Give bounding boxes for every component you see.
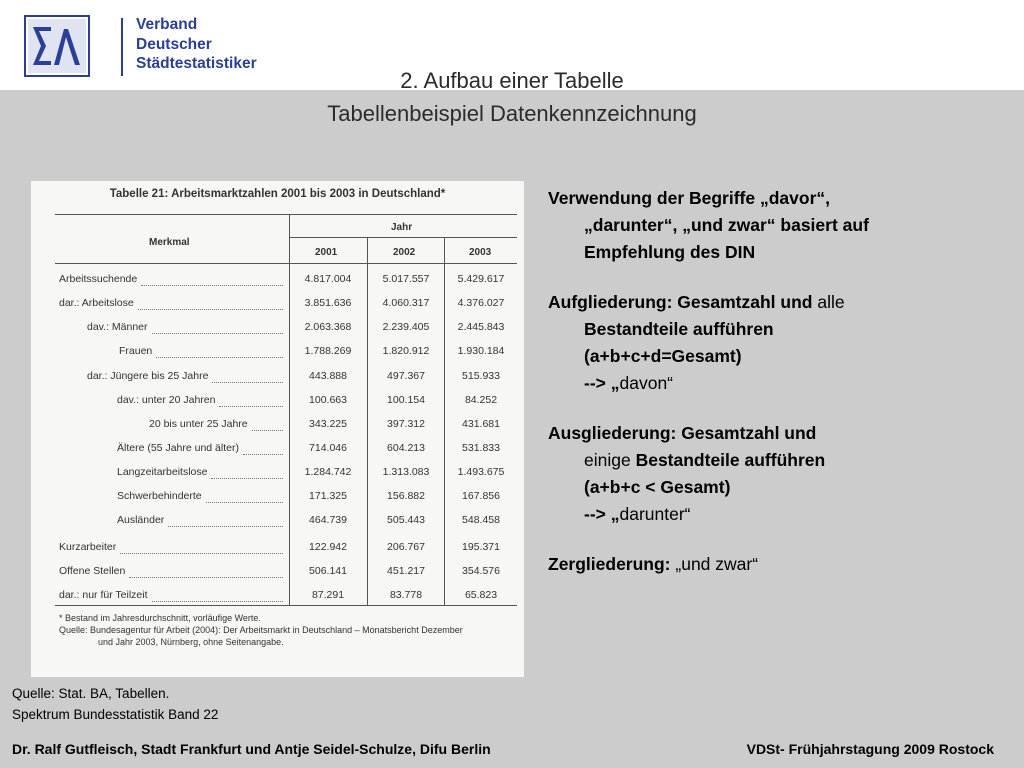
text-line — [548, 370, 988, 397]
table-rule — [55, 214, 517, 215]
cell-value: 443.888 — [309, 370, 347, 382]
cell-value: 1.493.675 — [457, 466, 505, 478]
footer-authors: Dr. Ralf Gutfleisch, Stadt Frankfurt und Antje Seidel-Schulze, Difu Berlin — [12, 741, 491, 757]
cell-value: 2.239.405 — [382, 321, 430, 333]
cell-value: 431.681 — [462, 418, 500, 430]
row-label: Ältere (55 Jahre und älter) — [117, 442, 239, 454]
text-line — [548, 501, 988, 528]
cell-value: 171.325 — [309, 490, 347, 502]
footer-event: VDSt- Frühjahrstagung 2009 Rostock — [746, 741, 994, 757]
cell-value: 206.767 — [387, 541, 425, 553]
leader-dots — [152, 321, 283, 334]
cell-value: 83.778 — [389, 589, 423, 601]
cell-value: 1.313.083 — [382, 466, 430, 478]
text-line: Ausgliederung: Gesamtzahl und — [548, 423, 817, 443]
text-line: Empfehlung des DIN — [584, 242, 756, 262]
row-label: 20 bis unter 25 Jahre — [149, 418, 248, 430]
cell-value: 87.291 — [311, 589, 345, 601]
text-span: alle — [812, 292, 845, 312]
text-line: „darunter“, „und zwar“ basiert auf — [584, 215, 869, 235]
row-label: dar.: Arbeitslose — [59, 297, 134, 309]
table-row — [31, 466, 524, 486]
cell-value: 1.820.912 — [382, 345, 430, 357]
table-title: Tabelle 21: Arbeitsmarktzahlen 2001 bis 2003 in Deutschland* — [109, 188, 446, 200]
text-line: (a+b+c < Gesamt) — [584, 477, 731, 497]
leader-dots — [168, 514, 283, 527]
cell-value: 1.284.742 — [304, 466, 352, 478]
cell-value: 343.225 — [309, 418, 347, 430]
text-line — [548, 551, 988, 578]
row-label: dav.: unter 20 Jahren — [117, 394, 216, 406]
cell-value: 505.443 — [387, 514, 425, 526]
leader-dots — [120, 541, 283, 554]
merkmal-header: Merkmal — [149, 237, 190, 248]
table-row — [31, 321, 524, 341]
cell-value: 354.576 — [462, 565, 500, 577]
jahr-header: Jahr — [391, 222, 413, 233]
table-footnote: und Jahr 2003, Nürnberg, ohne Seitenangabe. — [98, 637, 284, 647]
cell-value: 497.367 — [387, 370, 425, 382]
table-row — [31, 370, 524, 390]
cell-value: 714.046 — [309, 442, 347, 454]
cell-value: 4.376.027 — [457, 297, 505, 309]
text-span: --> „ — [584, 504, 620, 524]
text-span: Bestandteile aufführen — [635, 450, 826, 470]
table-row — [31, 490, 524, 510]
text-span: darunter“ — [619, 504, 691, 524]
paragraph-zergliederung — [548, 551, 988, 578]
row-label: Schwerbehinderte — [117, 490, 202, 502]
scanned-table-image — [31, 181, 524, 677]
row-label: Offene Stellen — [59, 565, 126, 577]
leader-dots — [206, 490, 283, 503]
cell-value: 122.942 — [309, 541, 347, 553]
paragraph-aufgliederung — [548, 289, 988, 397]
text-span: --> „ — [584, 373, 620, 393]
leader-dots — [141, 273, 283, 286]
table-row — [31, 273, 524, 293]
cell-value: 397.312 — [387, 418, 425, 430]
cell-value: 531.833 — [462, 442, 500, 454]
explanation-text — [548, 185, 988, 601]
cell-value: 167.856 — [462, 490, 500, 502]
leader-dots — [219, 394, 283, 407]
cell-value: 515.933 — [462, 370, 500, 382]
slide-title-line2: Tabellenbeispiel Datenkennzeichnung — [327, 101, 697, 126]
cell-value: 4.060.317 — [382, 297, 430, 309]
year-header: 2003 — [469, 247, 492, 258]
table-row — [31, 565, 524, 585]
logo-line: Deutscher — [136, 35, 212, 53]
cell-value: 2.445.843 — [457, 321, 505, 333]
cell-value: 4.817.004 — [304, 273, 352, 285]
cell-value: 464.739 — [309, 514, 347, 526]
table-row — [31, 541, 524, 561]
logo-line: Verband — [136, 16, 198, 33]
paragraph-terms — [548, 185, 988, 266]
row-label: dar.: Jüngere bis 25 Jahre — [87, 370, 209, 382]
text-span: davon“ — [619, 373, 674, 393]
cell-value: 3.851.636 — [304, 297, 352, 309]
text-span: einige — [584, 450, 636, 470]
cell-value: 84.252 — [464, 394, 498, 406]
leader-dots — [138, 297, 283, 310]
cell-value: 195.371 — [462, 541, 500, 553]
cell-value: 156.882 — [387, 490, 425, 502]
row-label: Kurzarbeiter — [59, 541, 117, 553]
row-label: dav.: Männer — [87, 321, 148, 333]
logo-line: Städtestatistiker — [136, 55, 257, 72]
cell-value: 451.217 — [387, 565, 425, 577]
row-label: dar.: nur für Teilzeit — [59, 589, 148, 601]
slide-title — [0, 64, 1024, 130]
leader-dots — [152, 589, 283, 602]
text-line: (a+b+c+d=Gesamt) — [584, 346, 742, 366]
table-row — [31, 394, 524, 414]
cell-value: 100.663 — [309, 394, 347, 406]
cell-value: 65.823 — [464, 589, 498, 601]
table-row — [31, 589, 524, 609]
source-line: Quelle: Stat. BA, Tabellen. — [12, 686, 170, 701]
cell-value: 506.141 — [309, 565, 347, 577]
text-line — [548, 289, 988, 316]
leader-dots — [243, 442, 283, 455]
row-label: Ausländer — [117, 514, 165, 526]
text-span: Aufgliederung: Gesamtzahl und — [548, 292, 813, 312]
table-row — [31, 418, 524, 438]
text-span: „und zwar“ — [670, 554, 759, 574]
cell-value: 604.213 — [387, 442, 425, 454]
cell-value: 100.154 — [387, 394, 425, 406]
year-header: 2001 — [315, 247, 338, 258]
source-note — [12, 683, 218, 725]
leader-dots — [156, 345, 283, 358]
text-line — [548, 447, 988, 474]
text-line: Bestandteile aufführen — [584, 319, 774, 339]
year-header: 2002 — [393, 247, 416, 258]
row-label: Langzeitarbeitslose — [117, 466, 208, 478]
text-span: Zergliederung: — [548, 554, 671, 574]
paragraph-ausgliederung — [548, 420, 988, 528]
source-line: Spektrum Bundesstatistik Band 22 — [12, 707, 219, 722]
leader-dots — [212, 370, 283, 383]
table-row — [31, 345, 524, 365]
cell-value: 5.017.557 — [382, 273, 430, 285]
table-row — [31, 514, 524, 534]
table-footnote: Quelle: Bundesagentur für Arbeit (2004): Der Arbeitsmarkt in Deutschland – Monatsbericht Dezember — [59, 625, 463, 635]
table-footnote: * Bestand im Jahresdurchschnitt, vorläufige Werte. — [59, 613, 261, 623]
table-row — [31, 297, 524, 317]
table-rule — [289, 237, 517, 238]
cell-value: 548.458 — [462, 514, 500, 526]
slide-title-line1: 2. Aufbau einer Tabelle — [400, 68, 624, 93]
row-label: Arbeitssuchende — [59, 273, 138, 285]
table-rule — [55, 263, 517, 264]
cell-value: 2.063.368 — [304, 321, 352, 333]
leader-dots — [129, 565, 283, 578]
table-row — [31, 442, 524, 462]
text-line: Verwendung der Begriffe „davor“, — [548, 188, 830, 208]
leader-dots — [211, 466, 283, 479]
row-label: Frauen — [119, 345, 153, 357]
cell-value: 5.429.617 — [457, 273, 505, 285]
leader-dots — [252, 418, 283, 431]
cell-value: 1.930.184 — [457, 345, 505, 357]
cell-value: 1.788.269 — [304, 345, 352, 357]
